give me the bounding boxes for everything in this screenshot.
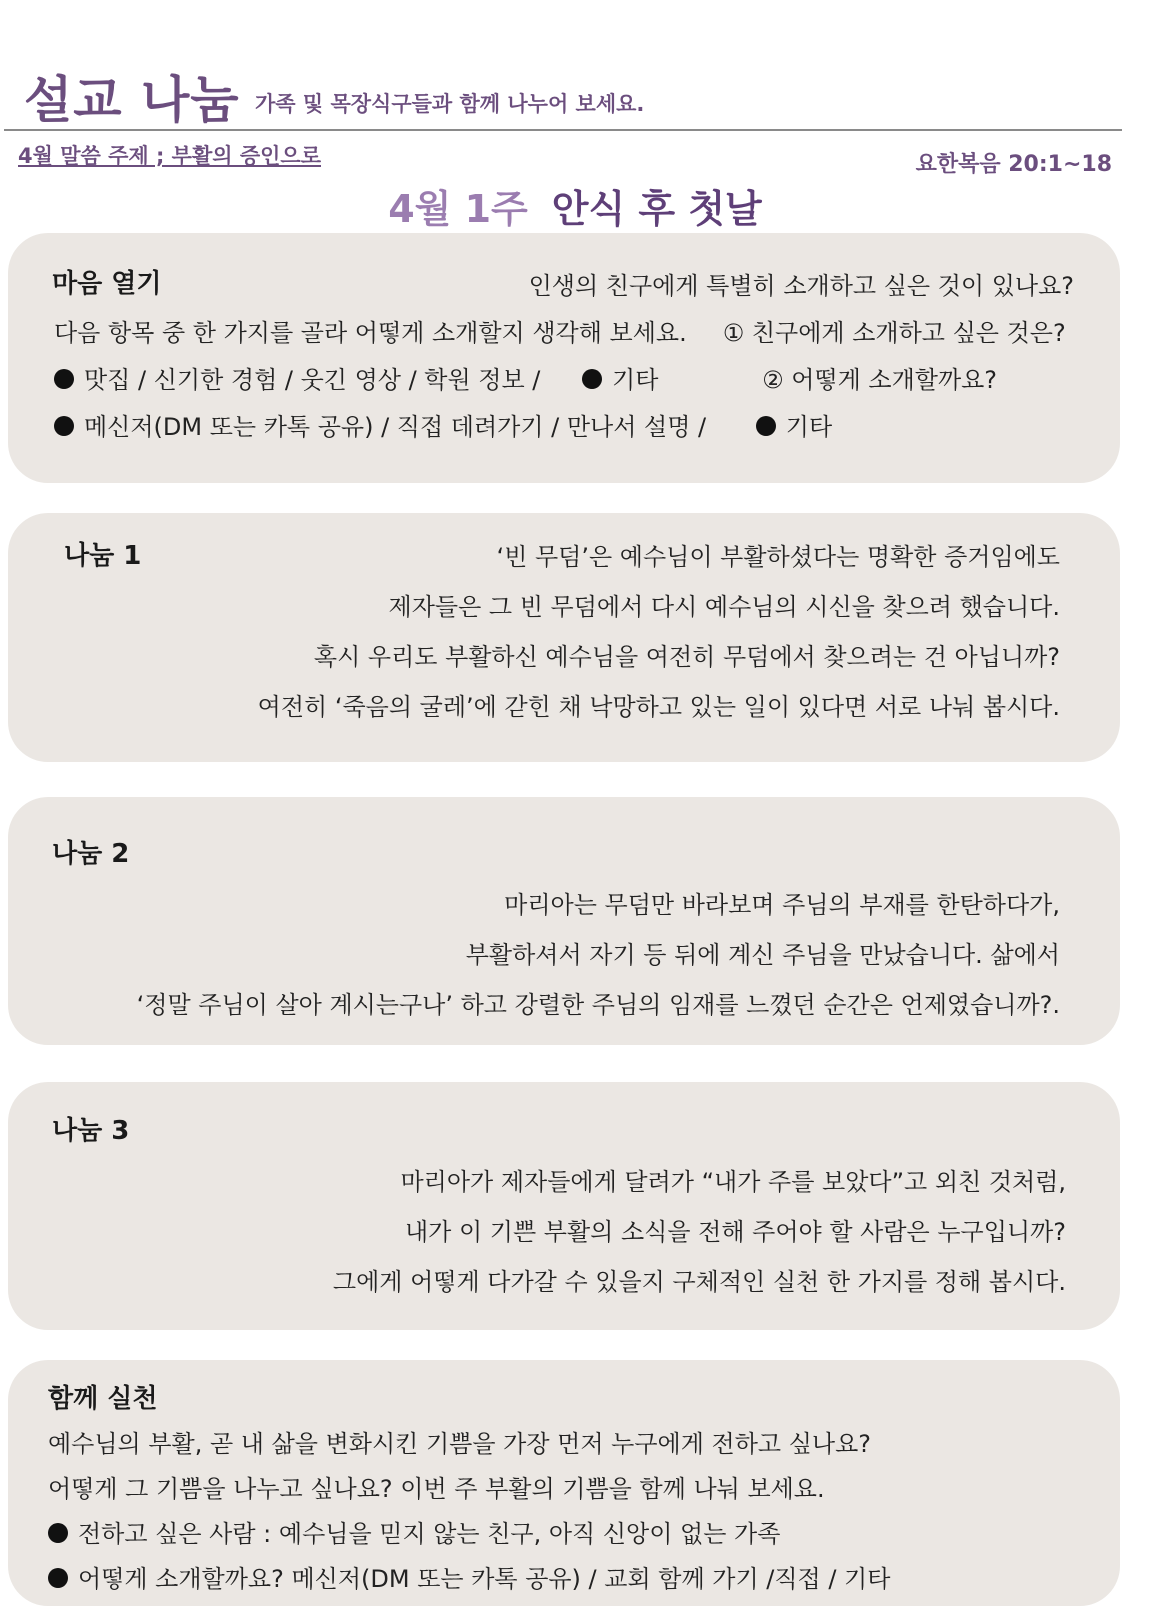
- practice-line: 예수님의 부활, 곧 내 삶을 변화시킨 기쁨을 가장 먼저 누구에게 전하고 싶나요?: [48, 1430, 871, 1458]
- section-heading: 나눔 1: [64, 541, 142, 571]
- bullet-icon: [582, 369, 602, 389]
- open-question: 인생의 친구에게 특별히 소개하고 싶은 것이 있나요?: [528, 272, 1074, 300]
- share3-line: 마리아가 제자들에게 달려가 “내가 주를 보았다”고 외친 것처럼,: [400, 1168, 1066, 1196]
- share1-line: ‘빈 무덤’은 예수님이 부활하셨다는 명확한 증거임에도: [496, 543, 1060, 571]
- section-share-3: [8, 1082, 1120, 1330]
- page-subtitle: 가족 및 목장식구들과 함께 나누어 보세요.: [255, 92, 645, 116]
- header: [0, 0, 1170, 231]
- scripture-reference: 요한복음 20:1~18: [915, 152, 1112, 177]
- week-heading: [0, 178, 1150, 233]
- section-heading: 나눔 2: [52, 839, 130, 869]
- share3-line: 그에게 어떻게 다가갈 수 있을지 구체적인 실천 한 가지를 정해 봅시다.: [332, 1268, 1066, 1296]
- open-q1: ① 친구에게 소개하고 싶은 것은?: [722, 319, 1066, 347]
- open-q2: ② 어떻게 소개할까요?: [762, 366, 998, 394]
- share2-line: 마리아는 무덤만 바라보며 주님의 부재를 한탄하다가,: [504, 891, 1060, 919]
- share2-line: 부활하셔서 자기 등 뒤에 계신 주님을 만났습니다. 삶에서: [465, 941, 1060, 969]
- sermon-title: 안식 후 첫날: [551, 187, 762, 231]
- page-title: 설교 나눔: [24, 71, 240, 129]
- month-theme: 4월 말씀 주제 ; 부활의 증인으로: [18, 144, 321, 168]
- section-practice: [8, 1360, 1120, 1606]
- bullet-icon: [54, 369, 74, 389]
- share1-line: 혹시 우리도 부활하신 예수님을 여전히 무덤에서 찾으려는 건 아닙니까?: [313, 643, 1060, 671]
- share1-line: 제자들은 그 빈 무덤에서 다시 예수님의 시신을 찾으려 했습니다.: [388, 593, 1060, 621]
- section-heading: 함께 실천: [48, 1384, 158, 1414]
- open-options-1: 맛집 / 신기한 경험 / 웃긴 영상 / 학원 정보 / 기타 ② 어떻게 소개할까요?: [54, 360, 997, 395]
- practice-line: 어떻게 그 기쁨을 나누고 싶나요? 이번 주 부활의 기쁨을 함께 나눠 보세요.: [48, 1475, 825, 1503]
- share2-line: ‘정말 주님이 살아 계시는구나’ 하고 강렬한 주님의 임재를 느꼈던 순간은 언제였습니까?.: [136, 991, 1060, 1019]
- share1-line: 여전히 ‘죽음의 굴레’에 갇힌 채 낙망하고 있는 일이 있다면 서로 나눠 봅시다.: [257, 693, 1060, 721]
- section-heading: 마음 열기: [52, 269, 162, 299]
- section-share-1: [8, 513, 1120, 762]
- bullet-icon: [756, 416, 776, 436]
- bullet-icon: [48, 1568, 68, 1588]
- section-share-2: [8, 797, 1120, 1045]
- open-options-2: 메신저(DM 또는 카톡 공유) / 직접 데려가기 / 만나서 설명 / 기타: [54, 407, 832, 442]
- share3-line: 내가 이 기쁜 부활의 소식을 전해 주어야 할 사람은 누구입니까?: [405, 1218, 1066, 1246]
- section-heading: 나눔 3: [52, 1116, 130, 1146]
- section-open-heart: [8, 233, 1120, 483]
- bullet-icon: [54, 416, 74, 436]
- header-divider: [4, 129, 1122, 131]
- bullet-icon: [48, 1523, 68, 1543]
- practice-bullet: 어떻게 소개할까요? 메신저(DM 또는 카톡 공유) / 교회 함께 가기 /직접 / 기타: [48, 1559, 890, 1594]
- practice-bullet: 전하고 싶은 사람 : 예수님을 믿지 않는 친구, 아직 신앙이 없는 가족: [48, 1514, 780, 1549]
- open-instruction: 다음 항목 중 한 가지를 골라 어떻게 소개할지 생각해 보세요. ① 친구에게 소개하고 싶은 것은?: [54, 319, 1066, 347]
- week-label: 4월 1주: [388, 187, 528, 231]
